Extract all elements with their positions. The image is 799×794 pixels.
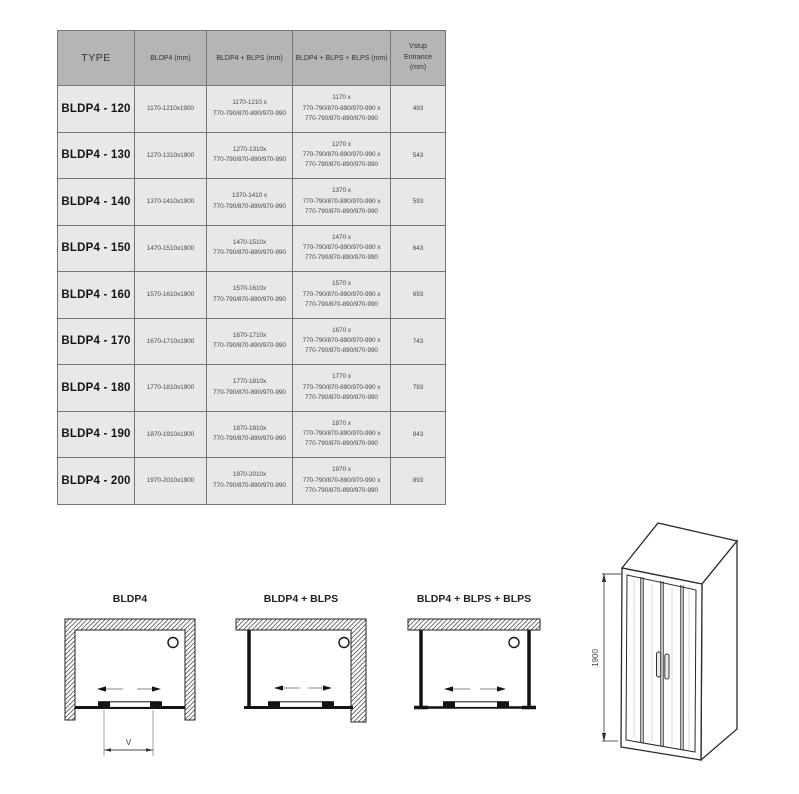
cell-bldp4: 1770-1810x1900	[135, 365, 207, 412]
cell-bldp4-blps	[207, 458, 293, 505]
top-view-bldp4-blps	[236, 593, 366, 722]
cell-line: 1170 x	[332, 94, 351, 102]
cell-line: 770-790/870-890/970-990	[213, 249, 286, 257]
cell-line: 1270-1310x	[232, 145, 267, 153]
slide-direction-arrows	[444, 686, 506, 691]
cell-line: 770-790/870-890/970-990	[213, 342, 286, 350]
cell-type: BLDP4 - 160	[58, 272, 135, 319]
cell-line: 770-790/870-890/970-990	[213, 156, 286, 164]
cell-bldp4-blps	[207, 179, 293, 226]
cell-line: 770-790/870-890/970-990 x	[302, 104, 381, 112]
cell-line: 770-790/870-890/970-990	[305, 440, 378, 448]
arrow-right-icon	[152, 686, 161, 691]
cell-line: 770-790/870-890/970-990	[305, 486, 378, 494]
cell-entrance: 643	[391, 225, 446, 272]
sliding-door	[244, 701, 353, 707]
arrow-right-icon	[497, 686, 506, 691]
cell-type: BLDP4 - 140	[58, 179, 135, 226]
shower-circle-icon	[509, 638, 519, 648]
cell-line: 1970-2010x	[232, 471, 267, 479]
cell-line: 770-790/870-890/970-990	[305, 393, 378, 401]
cell-bldp4-blps-blps	[293, 272, 391, 319]
cell-bldp4: 1970-2010x1900	[135, 458, 207, 505]
cell-bldp4: 1370-1410x1900	[135, 179, 207, 226]
cell-line: 1970 x	[332, 466, 351, 474]
cell-bldp4-blps	[207, 132, 293, 179]
arrow-left-icon	[444, 686, 453, 691]
cell-bldp4-blps-blps	[293, 458, 391, 505]
cell-line: 770-790/870-890/970-990	[213, 435, 286, 443]
cell-bldp4-blps	[207, 272, 293, 319]
cell-line: 1170-1210 x	[232, 99, 267, 107]
cell-line: 770-790/870-890/970-990	[305, 114, 378, 122]
cell-bldp4-blps-blps	[293, 365, 391, 412]
slide-direction-arrows	[274, 685, 332, 690]
cell-line: 770-790/870-890/970-990	[305, 347, 378, 355]
cell-type: BLDP4 - 170	[58, 318, 135, 365]
cell-line: 770-790/870-890/970-990	[305, 161, 378, 169]
cell-bldp4-blps	[207, 86, 293, 133]
cell-type: BLDP4 - 130	[58, 132, 135, 179]
diagram-label-bldp4-blps: BLDP4 + BLPS	[263, 593, 339, 605]
diagram-label-bldp4: BLDP4	[112, 593, 148, 605]
shower-circle-icon	[168, 638, 178, 648]
cell-line: 770-790/870-890/970-990	[305, 207, 378, 215]
table-row	[58, 86, 446, 133]
diagram-label-bldp4-blps-blps: BLDP4 + BLPS + BLPS	[416, 593, 532, 605]
slide-direction-arrows	[97, 686, 161, 691]
cell-bldp4-blps	[207, 411, 293, 458]
height-dimension	[591, 573, 621, 742]
header-entrance-line: Entrance	[403, 53, 433, 61]
table-row	[58, 458, 446, 505]
technical-diagrams	[0, 505, 799, 794]
cell-line: 1870 x	[332, 419, 351, 427]
cell-line: 770-790/870-890/970-990 x	[302, 430, 381, 438]
front-view-3d	[591, 523, 737, 760]
cell-line: 770-790/870-890/970-990	[213, 481, 286, 489]
cell-line: 1770-1810x	[232, 378, 267, 386]
cell-line: 770-790/870-890/970-990	[305, 300, 378, 308]
cell-bldp4-blps-blps	[293, 318, 391, 365]
height-label: 1900	[591, 649, 600, 667]
cell-bldp4-blps-blps	[293, 179, 391, 226]
cell-type: BLDP4 - 150	[58, 225, 135, 272]
header-entrance	[391, 31, 446, 86]
cell-type: BLDP4 - 190	[58, 411, 135, 458]
cell-line: 1470 x	[332, 233, 351, 241]
table-row	[58, 272, 446, 319]
wall-hatched	[408, 619, 540, 630]
cell-bldp4-blps-blps	[293, 411, 391, 458]
cell-bldp4: 1270-1310x1900	[135, 132, 207, 179]
arrow-right-icon	[323, 685, 332, 690]
cell-bldp4-blps-blps	[293, 225, 391, 272]
cell-bldp4: 1170-1210x1900	[135, 86, 207, 133]
sliding-door	[421, 701, 529, 707]
entrance-width-label: V	[125, 738, 132, 747]
cell-type: BLDP4 - 200	[58, 458, 135, 505]
arrow-left-icon	[274, 685, 283, 690]
entrance-dimension	[104, 710, 153, 756]
cell-line: 1670 x	[332, 326, 351, 334]
arrow-left-icon	[97, 686, 106, 691]
cell-entrance: 893	[391, 458, 446, 505]
header-bldp4: BLDP4 (mm)	[135, 31, 207, 86]
cell-line: 770-790/870-890/970-990 x	[302, 244, 381, 252]
cell-line: 1870-1910x	[232, 424, 267, 432]
header-row	[58, 31, 446, 86]
header-entrance-line: (mm)	[409, 64, 427, 72]
cell-line: 770-790/870-890/970-990 x	[302, 151, 381, 159]
cell-line: 1570-1610x	[232, 285, 267, 293]
cell-bldp4-blps-blps	[293, 86, 391, 133]
cell-entrance: 593	[391, 179, 446, 226]
cell-entrance: 793	[391, 365, 446, 412]
cell-line: 1770 x	[332, 373, 351, 381]
cell-bldp4-blps-blps	[293, 132, 391, 179]
cell-line: 770-790/870-890/970-990	[213, 295, 286, 303]
header-type: TYPE	[58, 31, 135, 86]
cell-entrance: 743	[391, 318, 446, 365]
cell-line: 770-790/870-890/970-990 x	[302, 383, 381, 391]
table-row	[58, 318, 446, 365]
cell-bldp4: 1570-1610x1900	[135, 272, 207, 319]
cell-entrance: 493	[391, 86, 446, 133]
cell-line: 1270 x	[332, 140, 351, 148]
size-spec-table	[57, 30, 446, 505]
front-face	[621, 568, 702, 760]
cell-bldp4-blps	[207, 318, 293, 365]
cell-bldp4: 1670-1710x1900	[135, 318, 207, 365]
top-view-bldp4	[65, 593, 195, 756]
door-handle-left	[657, 652, 661, 677]
table-row	[58, 179, 446, 226]
cell-bldp4-blps	[207, 365, 293, 412]
header-bldp4-blps: BLDP4 + BLPS (mm)	[207, 31, 293, 86]
cell-line: 1370 x	[332, 187, 351, 195]
cell-entrance: 693	[391, 272, 446, 319]
table-row	[58, 225, 446, 272]
cell-line: 770-790/870-890/970-990 x	[302, 197, 381, 205]
cell-line: 1570 x	[332, 280, 351, 288]
cell-entrance: 843	[391, 411, 446, 458]
cell-type: BLDP4 - 120	[58, 86, 135, 133]
cell-line: 770-790/870-890/970-990	[213, 388, 286, 396]
cell-bldp4-blps	[207, 225, 293, 272]
cell-line: 1670-1710x	[232, 331, 267, 339]
cell-line: 1470-1510x	[232, 238, 267, 246]
header-entrance-line: Vstup	[409, 42, 427, 50]
top-view-bldp4-blps-blps	[408, 593, 540, 708]
table-row	[58, 132, 446, 179]
cell-line: 770-790/870-890/970-990	[305, 254, 378, 262]
sliding-door	[75, 701, 185, 707]
cell-line: 770-790/870-890/970-990	[213, 109, 286, 117]
cell-bldp4: 1470-1510x1900	[135, 225, 207, 272]
cell-type: BLDP4 - 180	[58, 365, 135, 412]
shower-circle-icon	[339, 638, 349, 648]
cell-bldp4: 1870-1910x1900	[135, 411, 207, 458]
cell-line: 770-790/870-890/970-990 x	[302, 290, 381, 298]
table-row	[58, 365, 446, 412]
table-row	[58, 411, 446, 458]
cell-line: 770-790/870-890/970-990 x	[302, 337, 381, 345]
door-handle-right	[665, 654, 669, 679]
header-bldp4-blps-blps: BLDP4 + BLPS + BLPS (mm)	[293, 31, 391, 86]
cell-line: 770-790/870-890/970-990 x	[302, 476, 381, 484]
cell-line: 1370-1410 x	[231, 192, 268, 200]
cell-entrance: 543	[391, 132, 446, 179]
cell-line: 770-790/870-890/970-990	[213, 202, 286, 210]
